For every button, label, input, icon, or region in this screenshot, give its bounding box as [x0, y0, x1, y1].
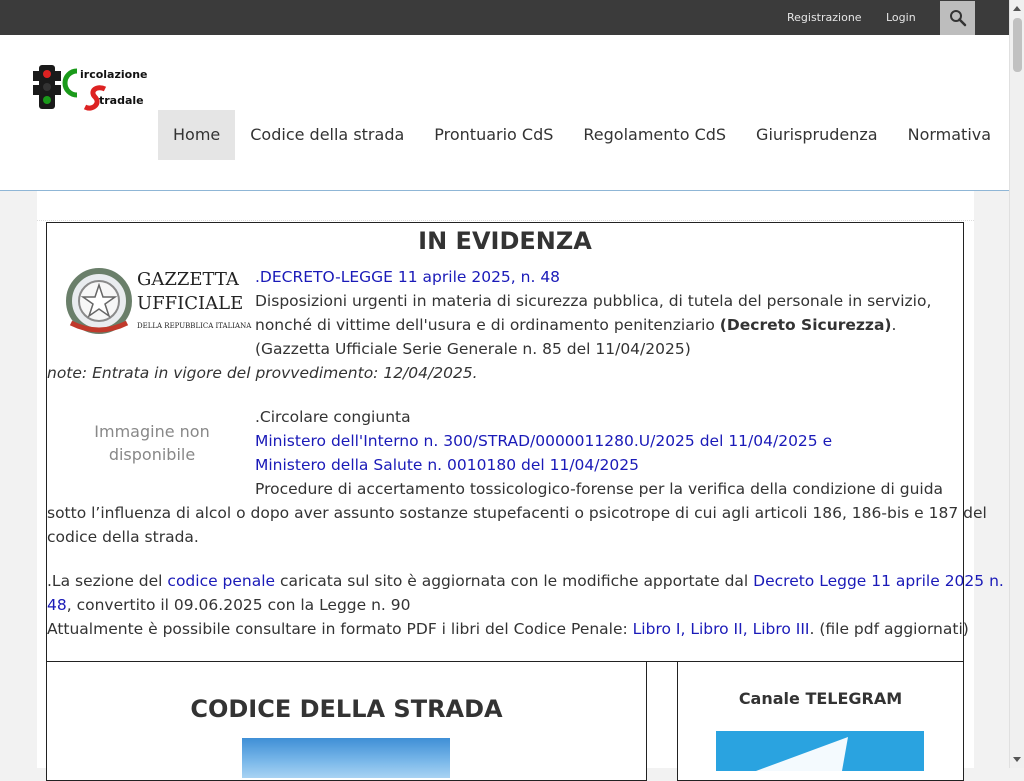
- circolare-title: .Circolare congiunta: [255, 408, 411, 426]
- gazzetta-reference: (Gazzetta Ufficiale Serie Generale n. 85 del 11/04/2025): [255, 340, 691, 358]
- gazzetta-ufficiale-logo[interactable]: [63, 263, 252, 345]
- scroll-down-arrow-icon[interactable]: [1013, 757, 1021, 762]
- emblem-icon: [63, 263, 133, 343]
- telegram-box: [677, 661, 964, 781]
- codice-penale-line3: [47, 617, 969, 641]
- libro-1-link[interactable]: Libro I: [632, 620, 681, 638]
- nav-prontuario-cds[interactable]: Prontuario CdS: [434, 125, 554, 144]
- scroll-thumb[interactable]: [1013, 18, 1022, 72]
- scroll-up-arrow-icon[interactable]: [1013, 6, 1021, 11]
- codice-della-strada-title: CODICE DELLA STRADA: [190, 695, 503, 723]
- in-evidenza-title: IN EVIDENZA: [418, 227, 592, 255]
- register-link[interactable]: Registrazione: [787, 11, 862, 24]
- site-header: [0, 35, 1009, 191]
- circolare-desc-line3: codice della strada.: [47, 528, 199, 546]
- vertical-scrollbar[interactable]: [1009, 0, 1024, 768]
- cp-text-e: . (file pdf aggiornati): [809, 620, 969, 638]
- nav-normativa[interactable]: Normativa: [907, 125, 992, 144]
- login-link[interactable]: Login: [886, 11, 916, 24]
- ministero-interno-link[interactable]: Ministero dell'Interno n. 300/STRAD/0000011280.U/2025 del 11/04/2025 e: [255, 432, 833, 450]
- codice-della-strada-image[interactable]: [242, 738, 450, 778]
- codice-della-strada-box: [46, 661, 647, 781]
- logo-text-line2: tradale: [99, 94, 144, 107]
- cp-text-b: caricata sul sito è aggiornata con le modifiche apportate dal: [275, 572, 754, 590]
- decreto-legge-link-2[interactable]: Decreto Legge 11 aprile 2025 n.: [753, 572, 1004, 590]
- codice-penale-link[interactable]: codice penale: [167, 572, 276, 590]
- nav-codice-della-strada[interactable]: Codice della strada: [250, 125, 405, 144]
- main-nav: [158, 110, 1006, 160]
- image-placeholder: Immagine non disponibile: [94, 422, 210, 464]
- decreto-desc-line2: [255, 313, 896, 337]
- cp-text-a: .La sezione del: [47, 572, 168, 590]
- search-button[interactable]: [940, 1, 975, 35]
- circolare-desc-line2: sotto l’influenza di alcol o dopo aver assunto sostanze stupefacenti o psicotrope di cui agli articoli 186, 186-bis e 187 del: [47, 504, 987, 522]
- decreto-legge-link-2-cont[interactable]: 48: [47, 596, 67, 614]
- codice-penale-line2: [47, 593, 411, 617]
- libro-2-link[interactable]: Libro II: [690, 620, 743, 638]
- decreto-desc-line2-end: .: [891, 316, 897, 334]
- gazzetta-line3: DELLA REPUBBLICA ITALIANA: [137, 322, 252, 330]
- decreto-legge-link[interactable]: .DECRETO-LEGGE 11 aprile 2025, n. 48: [255, 268, 561, 286]
- decreto-desc-line1: Disposizioni urgenti in materia di sicurezza pubblica, di tutela del personale in servizio,: [255, 292, 932, 310]
- libro-sep-2: ,: [742, 620, 753, 638]
- nav-home[interactable]: Home: [158, 110, 235, 160]
- cp-text-c: , convertito il 09.06.2025 con la Legge n. 90: [66, 596, 411, 614]
- entrata-in-vigore-note: note: Entrata in vigore del provvedimento: 12/04/2025.: [47, 364, 478, 382]
- telegram-banner[interactable]: [716, 731, 924, 771]
- logo-text-line1: ircolazione: [80, 68, 148, 81]
- nav-giurisprudenza[interactable]: Giurisprudenza: [756, 125, 878, 144]
- search-icon: [949, 9, 967, 27]
- libro-3-link[interactable]: Libro III: [752, 620, 810, 638]
- decreto-sicurezza-label: (Decreto Sicurezza): [719, 316, 892, 334]
- ministero-salute-link[interactable]: Ministero della Salute n. 0010180 del 11/04/2025: [255, 456, 639, 474]
- telegram-icon: [716, 731, 924, 771]
- top-bar: [0, 0, 1009, 35]
- site-logo[interactable]: [33, 63, 158, 113]
- libro-sep-1: ,: [680, 620, 691, 638]
- decreto-desc-line2-text: nonché di vittime dell'usura e di ordinamento penitenziario: [255, 316, 720, 334]
- circolare-desc-line1: Procedure di accertamento tossicologico-forense per la verifica della condizione di guida: [255, 480, 944, 498]
- codice-penale-line1: [47, 569, 1004, 593]
- nav-regolamento-cds[interactable]: Regolamento CdS: [583, 125, 727, 144]
- telegram-title: Canale TELEGRAM: [738, 689, 903, 708]
- gazzetta-line2: UFFICIALE: [137, 293, 244, 314]
- in-evidenza-box: [46, 222, 1004, 662]
- cp-text-d: Attualmente è possibile consultare in formato PDF i libri del Codice Penale:: [47, 620, 633, 638]
- content-divider: [37, 220, 974, 221]
- gazzetta-line1: GAZZETTA: [137, 269, 239, 290]
